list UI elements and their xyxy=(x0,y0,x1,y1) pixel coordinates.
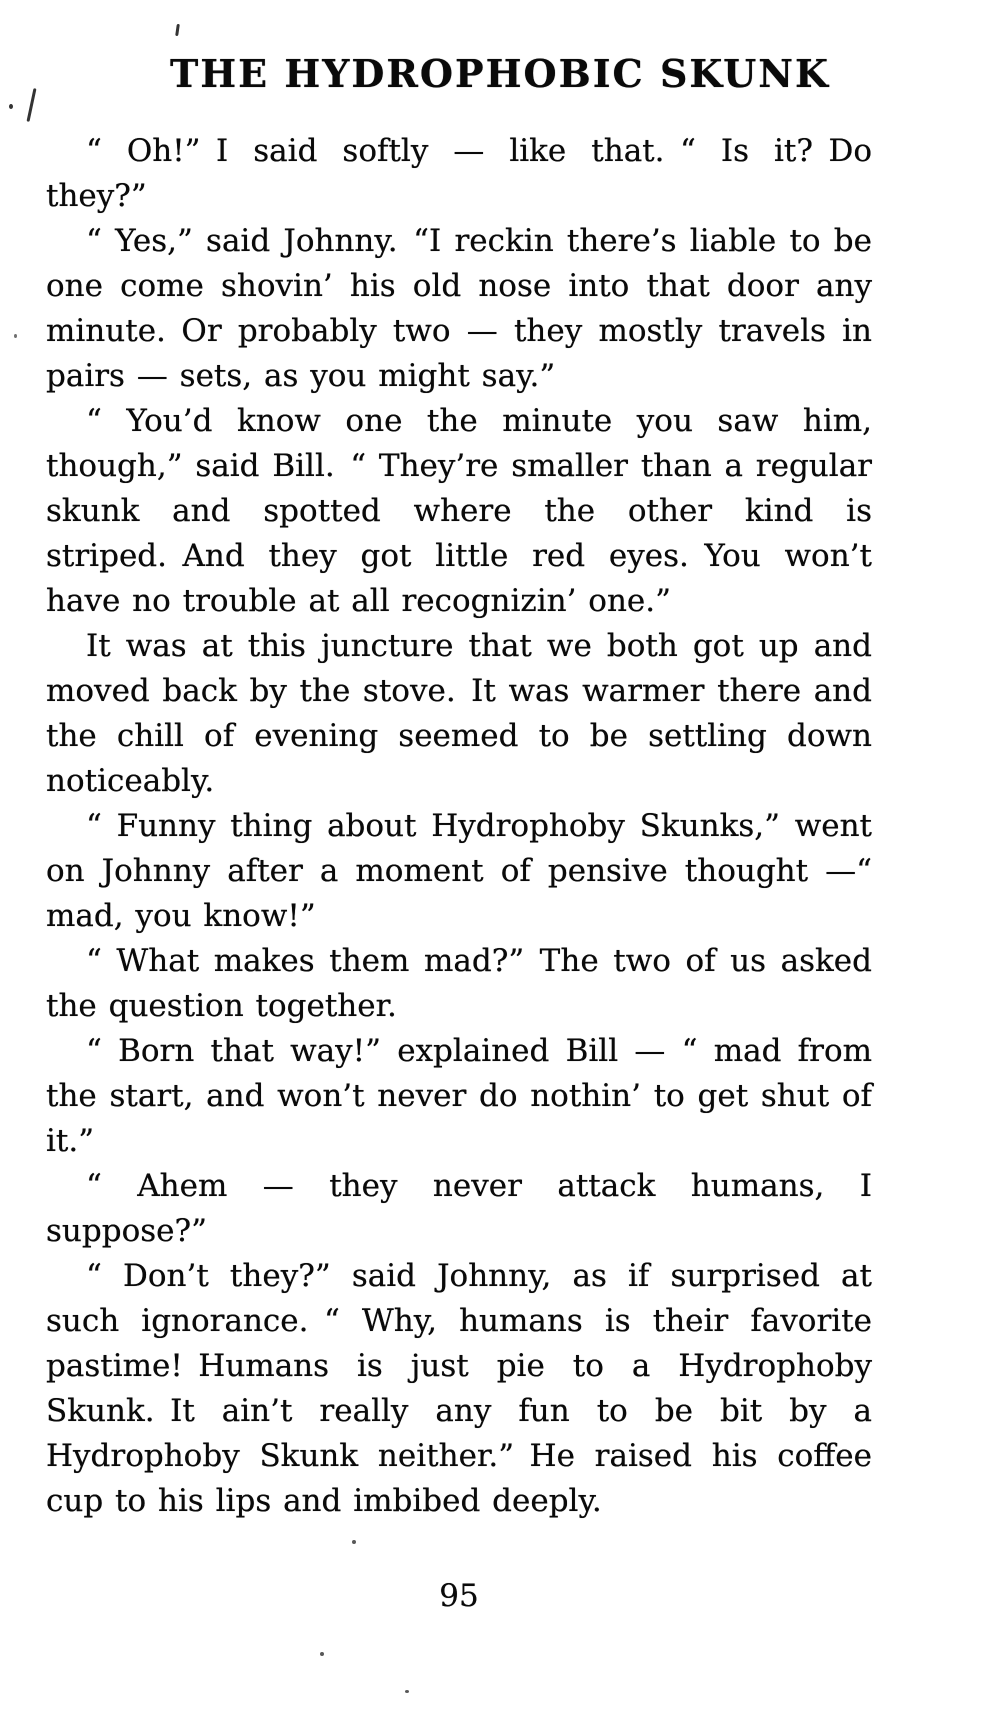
paragraph-4: It was at this juncture that we both got up and moved back by the stove. It was warmer there and the chill of evening seemed to be settling down noticeably. xyxy=(46,628,872,799)
paragraph-2: “ Yes,” said Johnny. “I reckin there’s liable to be one come shovin’ his old nose into that door any minute. Or probably two — they mostly travels in pairs — sets, as you might say.” xyxy=(46,223,872,394)
paragraph-6: “ What makes them mad?” The two of us asked the question together. xyxy=(46,943,872,1024)
paragraph-7: “ Born that way!” explained Bill — “ mad from the start, and won’t never do nothin’ to get shut of it.” xyxy=(46,1033,872,1159)
paragraph-1: “ Oh!” I said softly — like that. “ Is it? Do they?” xyxy=(46,133,872,214)
page-number: 95 xyxy=(439,1578,479,1614)
page-body xyxy=(0,129,1000,1524)
chapter-title: THE HYDROPHOBIC SKUNK xyxy=(169,50,830,96)
scan-artifact-dot xyxy=(14,334,17,338)
paragraph-9: “ Don’t they?” said Johnny, as if surprised at such ignorance. “ Why, humans is their favorite pastime! Humans is just pie to a Hydrophoby Skunk. It ain’t really any fun to be bit by a Hydrophoby Skunk neither.” He raised his coffee cup to his lips and imbibed deeply. xyxy=(46,1258,872,1519)
scan-artifact-dot xyxy=(405,1690,409,1693)
paragraph-3: “ You’d know one the minute you saw him, though,” said Bill. “ They’re smaller than a regular skunk and spotted where the other kind is striped. And they got little red eyes. You won’t have no trouble at all recognizin’ one.” xyxy=(46,403,872,619)
scan-artifact-dot xyxy=(320,1652,324,1656)
paragraph-8: “ Ahem — they never attack humans, I suppose?” xyxy=(46,1168,872,1249)
scan-artifact-dot xyxy=(352,1540,356,1544)
paragraph-5: “ Funny thing about Hydrophoby Skunks,” went on Johnny after a moment of pensive thought —“ mad, you know!” xyxy=(46,808,872,934)
scan-artifact-dot xyxy=(9,104,13,109)
